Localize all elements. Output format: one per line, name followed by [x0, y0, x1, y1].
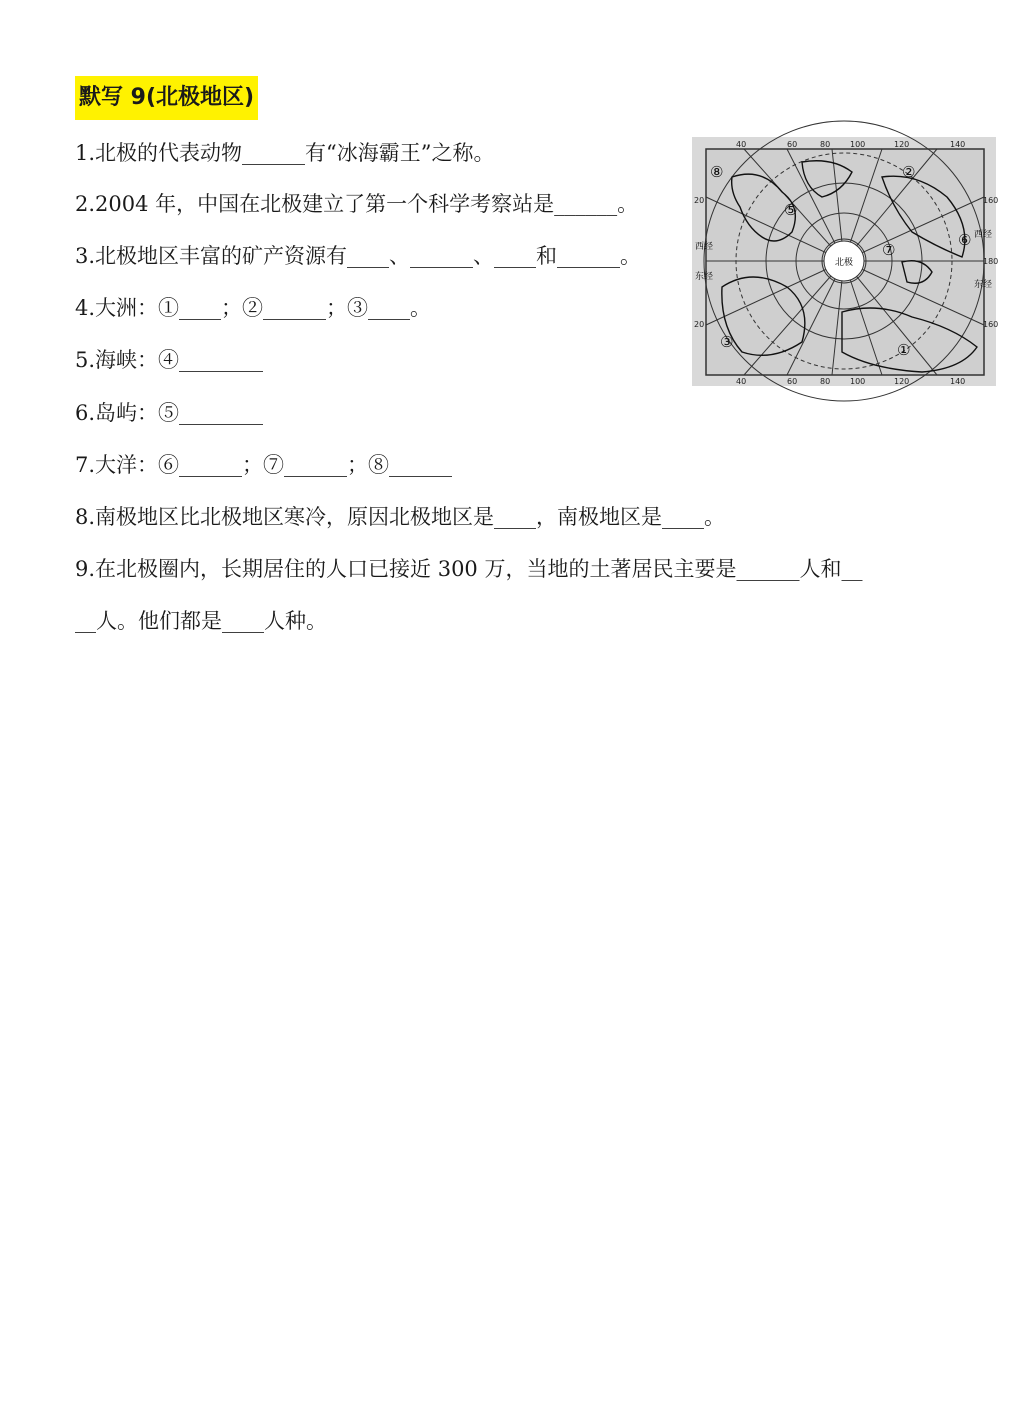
east-label-right: 东经 [974, 280, 993, 290]
map-marker-1: ① [897, 341, 911, 359]
arctic-map-svg [692, 137, 999, 386]
bottom-tick: 80 [820, 377, 831, 386]
right-tick: 180 [983, 257, 999, 266]
north-pole-label: 北极 [834, 258, 854, 268]
top-tick: 140 [950, 140, 966, 149]
map-marker-8: ⑧ [710, 163, 724, 181]
map-marker-5: ⑤ [784, 201, 798, 219]
top-tick: 80 [820, 140, 831, 149]
top-tick: 120 [894, 140, 910, 149]
question-1: 1.北极的代表动物______有“冰海霸王”之称。 [75, 141, 495, 165]
right-tick: 160 [983, 320, 999, 329]
question-9-continued: __人。他们都是____人种。 [75, 609, 327, 633]
question-5: 5.海峡：④________ [75, 348, 264, 372]
map-marker-3: ③ [720, 333, 734, 351]
top-tick: 100 [850, 140, 866, 149]
arctic-map [692, 137, 999, 386]
west-label-left: 西经 [695, 242, 714, 252]
bottom-tick: 60 [787, 377, 798, 386]
bottom-tick: 100 [850, 377, 866, 386]
map-marker-6: ⑥ [958, 231, 972, 249]
west-label-right: 西经 [974, 230, 993, 240]
left-tick: 20 [694, 320, 705, 329]
map-marker-7: ⑦ [882, 241, 896, 259]
question-4: 4.大洲：①____；②______；③____。 [75, 296, 432, 320]
left-tick: 20 [694, 196, 705, 205]
worksheet-title: 默写 9(北极地区) [75, 76, 258, 120]
question-9: 9.在北极圈内，长期居住的人口已接近 300 万，当地的土著居民主要是______人和__ [75, 557, 863, 581]
top-tick: 60 [787, 140, 798, 149]
question-6: 6.岛屿：⑤________ [75, 401, 264, 425]
question-3: 3.北极地区丰富的矿产资源有____、______、____和______。 [75, 244, 642, 268]
east-label-left: 东经 [695, 272, 714, 282]
question-2: 2.2004 年，中国在北极建立了第一个科学考察站是______。 [75, 192, 639, 216]
bottom-tick: 140 [950, 377, 966, 386]
bottom-tick: 40 [736, 377, 747, 386]
right-tick: 160 [983, 196, 999, 205]
bottom-tick-labels [736, 377, 965, 386]
question-7: 7.大洋：⑥______；⑦______；⑧______ [75, 453, 453, 477]
bottom-tick: 120 [894, 377, 910, 386]
question-8: 8.南极地区比北极地区寒冷，原因北极地区是____，南极地区是____。 [75, 505, 726, 529]
map-marker-2: ② [902, 163, 916, 181]
top-tick: 40 [736, 140, 747, 149]
